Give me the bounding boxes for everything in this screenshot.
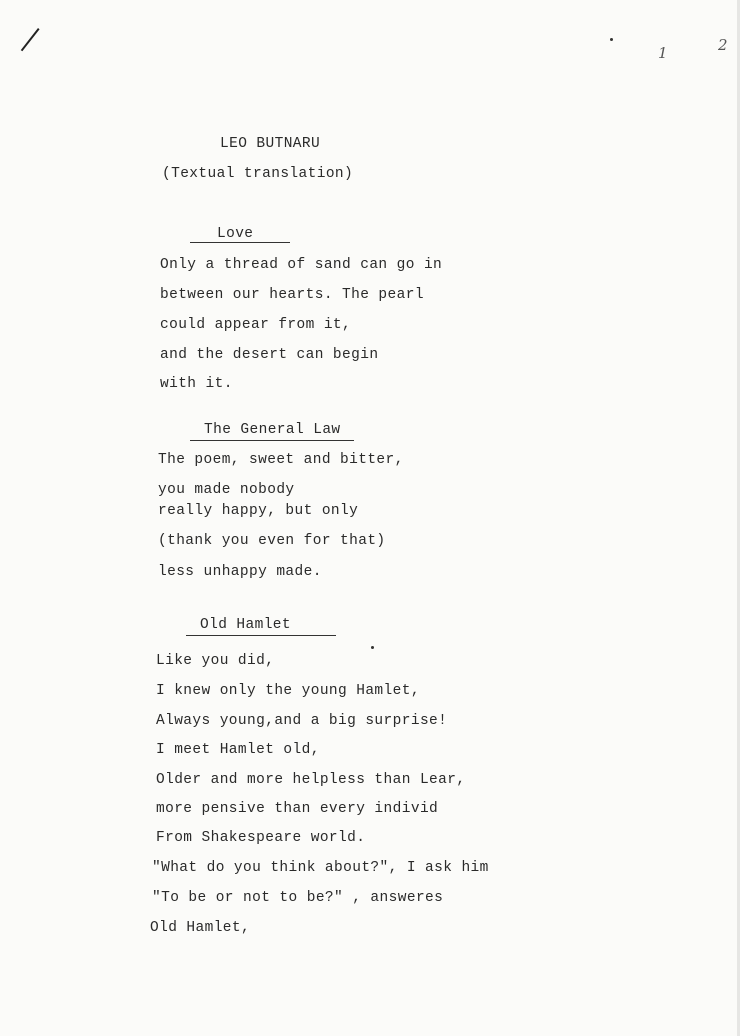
poem-line: Like you did, [156, 653, 275, 669]
speck [371, 646, 374, 649]
title-underline [186, 635, 336, 636]
poem-line: (thank you even for that) [158, 533, 386, 549]
page-number-a: 1 [658, 44, 668, 62]
page-number-b: 2 [718, 36, 728, 54]
subtitle: (Textual translation) [162, 166, 354, 182]
poem-line: you made nobody [158, 482, 295, 498]
poem-line: Old Hamlet, [150, 920, 251, 936]
title-underline [190, 242, 290, 243]
poem-line: Always young,and a big surprise! [156, 713, 448, 729]
poem-line: between our hearts. The pearl [160, 287, 424, 303]
speck [610, 38, 613, 41]
poem-line: less unhappy made. [158, 564, 322, 580]
poem-title-love: Love [217, 226, 254, 242]
poem-line: with it. [160, 376, 233, 392]
poem-line: more pensive than every individ [156, 801, 439, 817]
poem-line: The poem, sweet and bitter, [158, 452, 404, 468]
poem-title-general-law: The General Law [204, 422, 341, 438]
poem-line: "To be or not to be?" , answeres [152, 890, 444, 906]
poem-line: and the desert can begin [160, 347, 379, 363]
poem-line: I knew only the young Hamlet, [156, 683, 420, 699]
author-name: LEO BUTNARU [220, 136, 321, 152]
poem-line: "What do you think about?", I ask him [152, 860, 489, 876]
poem-line: could appear from it, [160, 317, 352, 333]
poem-line: Older and more helpless than Lear, [156, 772, 466, 788]
poem-title-old-hamlet: Old Hamlet [200, 617, 292, 633]
poem-line: I meet Hamlet old, [156, 742, 320, 758]
title-underline [190, 440, 354, 441]
poem-line: Only a thread of sand can go in [160, 257, 443, 273]
slash-mark [21, 28, 40, 51]
poem-line: From Shakespeare world. [156, 830, 366, 846]
poem-line: really happy, but only [158, 503, 359, 519]
